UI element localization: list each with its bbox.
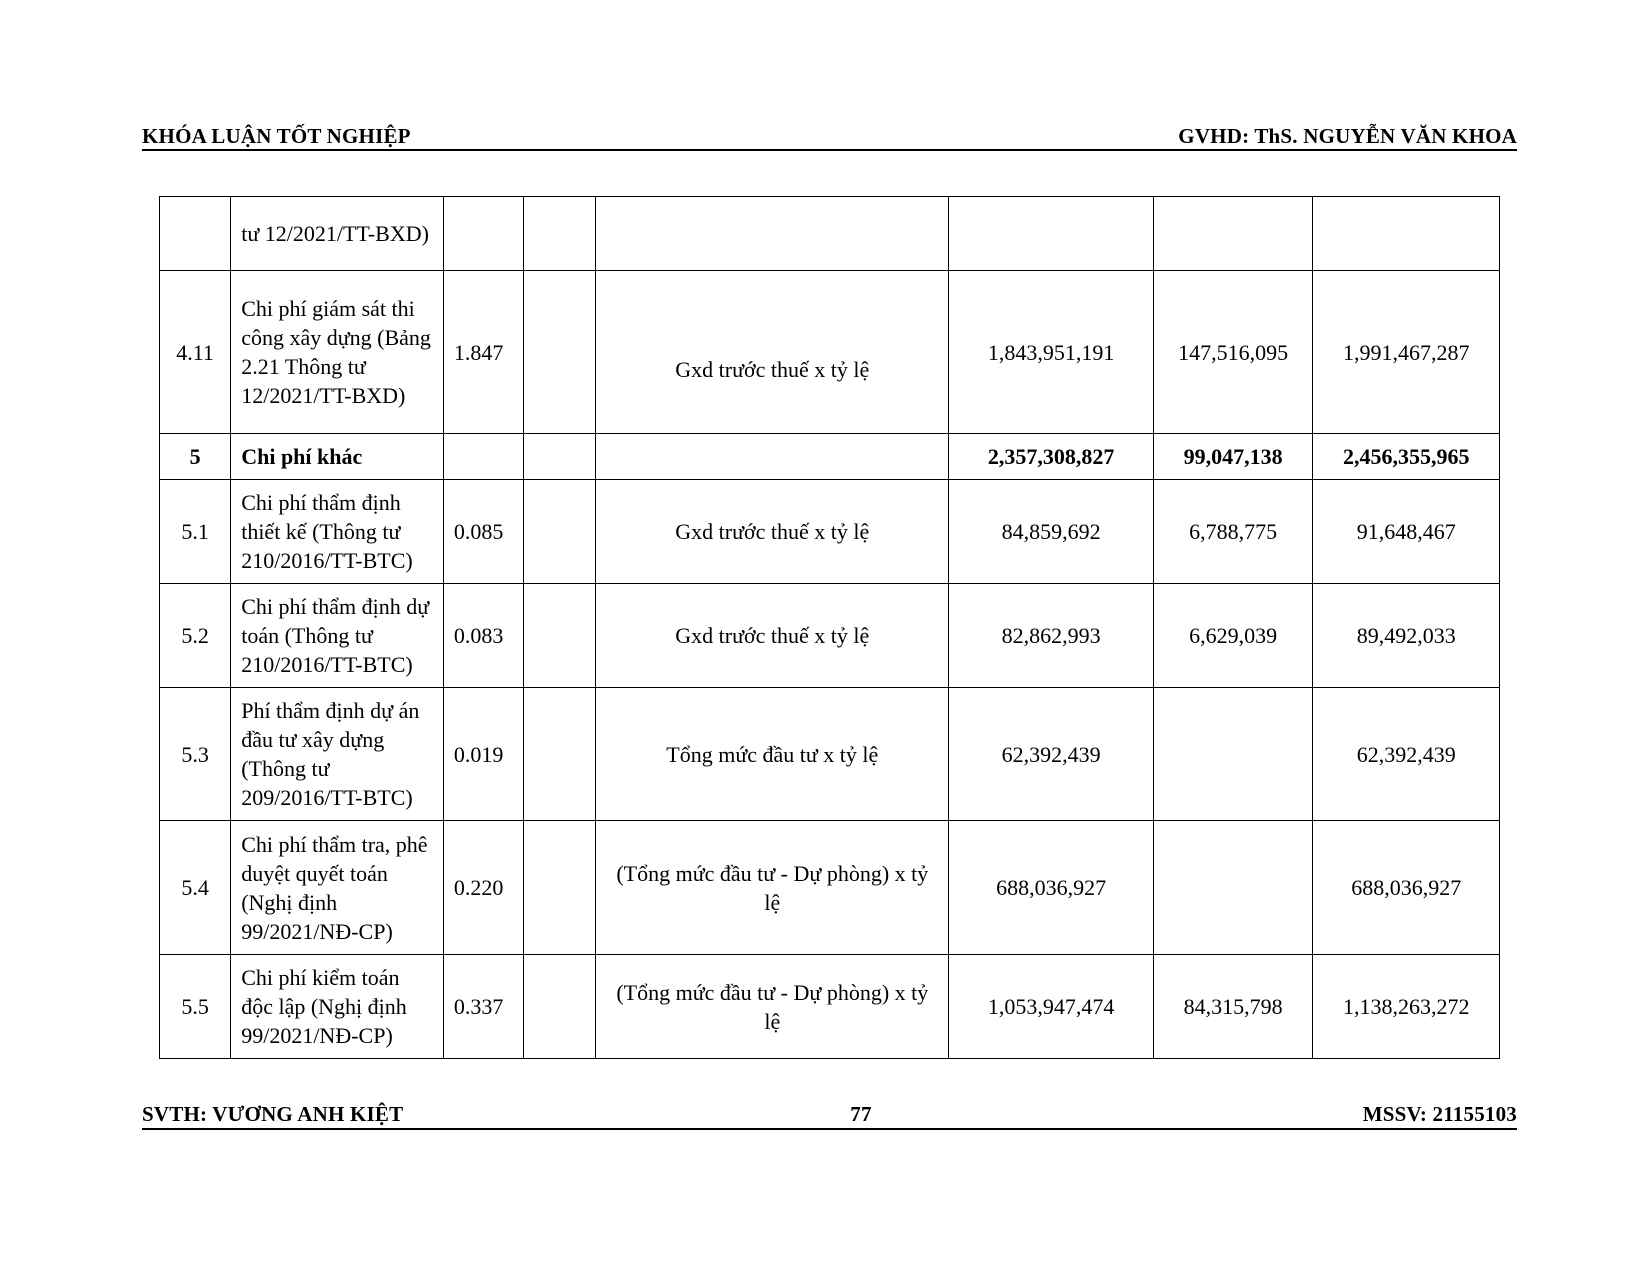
- item-value-after-tax: 2,456,355,965: [1313, 434, 1500, 480]
- empty-cell: [524, 955, 596, 1059]
- item-number: 4.11: [160, 271, 231, 434]
- item-value-after-tax: 91,648,467: [1313, 480, 1500, 584]
- table-row: [160, 955, 1500, 1059]
- item-value-before-tax: 82,862,993: [949, 584, 1154, 688]
- item-formula: [596, 197, 949, 271]
- item-name: Chi phí giám sát thi công xây dựng (Bảng 2.21 Thông tư 12/2021/TT-BXD): [231, 271, 444, 434]
- item-name: Chi phí thẩm định dự toán (Thông tư 210/2016/TT-BTC): [231, 584, 444, 688]
- item-formula: (Tổng mức đầu tư - Dự phòng) x tỷ lệ: [596, 821, 949, 955]
- item-formula: Gxd trước thuế x tỷ lệ: [596, 480, 949, 584]
- item-formula: Gxd trước thuế x tỷ lệ: [596, 584, 949, 688]
- item-name: Phí thẩm định dự án đầu tư xây dựng (Thông tư 209/2016/TT-BTC): [231, 688, 444, 821]
- item-number: 5.4: [160, 821, 231, 955]
- item-name: tư 12/2021/TT-BXD): [231, 197, 444, 271]
- item-value-after-tax: 688,036,927: [1313, 821, 1500, 955]
- empty-cell: [524, 480, 596, 584]
- item-rate: [443, 197, 523, 271]
- item-rate: [443, 434, 523, 480]
- page-number: 77: [850, 1102, 872, 1126]
- item-vat: 6,629,039: [1153, 584, 1312, 688]
- empty-cell: [524, 688, 596, 821]
- item-rate: 1.847: [443, 271, 523, 434]
- item-rate: 0.337: [443, 955, 523, 1059]
- student-id: MSSV: 21155103: [1362, 1102, 1517, 1126]
- item-name: Chi phí thẩm tra, phê duyệt quyết toán (Nghị định 99/2021/NĐ-CP): [231, 821, 444, 955]
- item-name: Chi phí khác: [231, 434, 444, 480]
- empty-cell: [524, 197, 596, 271]
- item-value-before-tax: 2,357,308,827: [949, 434, 1154, 480]
- thesis-title: KHÓA LUẬN TỐT NGHIỆP: [142, 124, 411, 148]
- item-value-before-tax: 1,053,947,474: [949, 955, 1154, 1059]
- header-divider: [142, 149, 1517, 151]
- item-value-after-tax: 62,392,439: [1313, 688, 1500, 821]
- item-formula: (Tổng mức đầu tư - Dự phòng) x tỷ lệ: [596, 955, 949, 1059]
- item-vat: [1153, 197, 1312, 271]
- item-value-after-tax: 1,138,263,272: [1313, 955, 1500, 1059]
- item-rate: 0.019: [443, 688, 523, 821]
- empty-cell: [524, 584, 596, 688]
- empty-cell: [524, 271, 596, 434]
- item-name: Chi phí thẩm định thiết kế (Thông tư 210/2016/TT-BTC): [231, 480, 444, 584]
- table-row: [160, 821, 1500, 955]
- item-value-after-tax: 1,991,467,287: [1313, 271, 1500, 434]
- table-row: [160, 271, 1500, 434]
- item-value-before-tax: [949, 197, 1154, 271]
- item-rate: 0.085: [443, 480, 523, 584]
- item-number: [160, 197, 231, 271]
- item-value-after-tax: [1313, 197, 1500, 271]
- table-row: [160, 197, 1500, 271]
- item-vat: 84,315,798: [1153, 955, 1312, 1059]
- footer-divider: [142, 1128, 1517, 1130]
- item-formula: Gxd trước thuế x tỷ lệ: [596, 271, 949, 434]
- empty-cell: [524, 821, 596, 955]
- empty-cell: [524, 434, 596, 480]
- item-value-before-tax: 84,859,692: [949, 480, 1154, 584]
- item-value-before-tax: 1,843,951,191: [949, 271, 1154, 434]
- item-vat: 99,047,138: [1153, 434, 1312, 480]
- item-formula: Tổng mức đầu tư x tỷ lệ: [596, 688, 949, 821]
- item-number: 5: [160, 434, 231, 480]
- item-number: 5.1: [160, 480, 231, 584]
- item-rate: 0.083: [443, 584, 523, 688]
- cost-table: [159, 196, 1500, 1059]
- item-rate: 0.220: [443, 821, 523, 955]
- item-value-before-tax: 688,036,927: [949, 821, 1154, 955]
- item-vat: [1153, 821, 1312, 955]
- item-vat: 147,516,095: [1153, 271, 1312, 434]
- item-number: 5.3: [160, 688, 231, 821]
- item-value-before-tax: 62,392,439: [949, 688, 1154, 821]
- table-row: [160, 688, 1500, 821]
- item-value-after-tax: 89,492,033: [1313, 584, 1500, 688]
- item-formula: [596, 434, 949, 480]
- item-vat: [1153, 688, 1312, 821]
- table-row: [160, 480, 1500, 584]
- table-row: [160, 434, 1500, 480]
- item-number: 5.5: [160, 955, 231, 1059]
- item-vat: 6,788,775: [1153, 480, 1312, 584]
- table-row: [160, 584, 1500, 688]
- student-name: SVTH: VƯƠNG ANH KIỆT: [142, 1102, 404, 1126]
- item-name: Chi phí kiểm toán độc lập (Nghị định 99/2021/NĐ-CP): [231, 955, 444, 1059]
- item-number: 5.2: [160, 584, 231, 688]
- supervisor-name: GVHD: ThS. NGUYỄN VĂN KHOA: [1178, 124, 1517, 148]
